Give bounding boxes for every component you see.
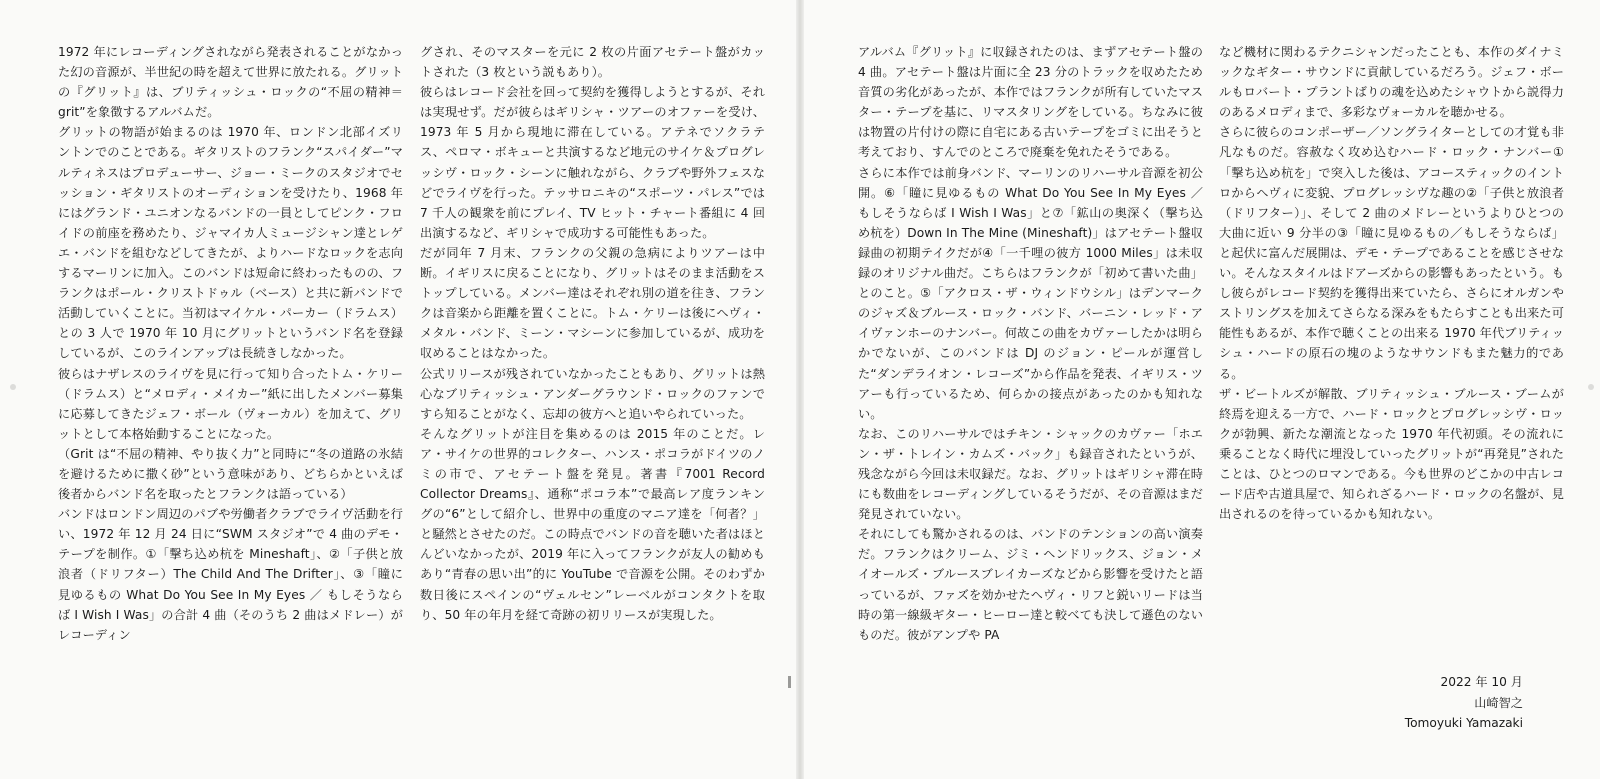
paragraph: 公式リリースが残されていなかったこともあり、グリットは熱心なブリティッシュ・アンダーグラウンド・ロックのファンですら知ることがなく、忘却の彼方へと追いやられていった。 bbox=[420, 366, 765, 421]
paragraph: グリットの物語が始まるのは 1970 年、ロンドン北部イズリントンでのことである。ギタリストのフランク“スパイダー”マルティネスはプロデューサー、ジョー・ミークのスタジオでセッション・ギタリストのオーディションを受けたり、1968 年にはグランド・ユニオンなるバンドの一員としてピンク・フロイドの前座を務めたり、ジャマイカ人ミュージシャン達とレゲエ・バンドを組むなどしてきたが、よりハードなロックを志向するマーリンに加入。このバンドは短命に終わったものの、フランクはポール・クリストドゥル（ベース）と共に新バンドで活動していくことに。当初はマイケル・パーカー（ドラムス）との 3 人で 1970 年 10 月にグリットというバンド名を登録しているが、このラインアップは長続きしなかった。 bbox=[58, 125, 403, 361]
text-column-2 bbox=[420, 42, 765, 625]
paragraph: 1972 年にレコーディングされながら発表されることがなかった幻の音源が、半世紀の時を超えて世界に放たれる。グリットの『グリット』は、ブリティッシュ・ロックの“不屈の精神＝grit”を象徴するアルバムだ。 bbox=[58, 45, 403, 120]
gutter-tick bbox=[788, 676, 791, 688]
paragraph: ザ・ビートルズが解散、ブリティッシュ・ブルース・ブームが終焉を迎える一方で、ハード・ロックとプログレッシヴ・ロックが勃興、新たな潮流となった 1970 年代初頭。その流れに乗ることなく時代に埋没していったグリットが“再発見”されたことは、ひとつのロマンである。今も世界のどこかの中古レコード店や古道具屋で、知られざるハード・ロックの名盤が、見出されるのを待っているかも知れない。 bbox=[1219, 386, 1564, 522]
paragraph: 彼らはナザレスのライヴを見に行って知り合ったトム・ケリー（ドラムス）と“メロディ・メイカー”紙に出したメンバー募集に応募してきたジェフ・ボール（ヴォーカル）を加えて、グリットとして本格始動することになった。 bbox=[58, 366, 403, 441]
paragraph: グされ、そのマスターを元に 2 枚の片面アセテート盤がカットされた（3 枚という説もあり）。 bbox=[420, 45, 765, 80]
paragraph: バンドはロンドン周辺のパブや労働者クラブでライヴ活動を行い、1972 年 12 月 24 日に“SWM スタジオ”で 4 曲のデモ・テープを制作。①「撃ち込め杭を Mineshaft」、②「子供と放浪者（ドリフター）The Child And The Drifter」、③「瞳に見ゆるもの What Do You See In My Eyes ／ もしそうならば I Wish I Was」の合計 4 曲（そのうち 2 曲はメドレー）がレコーディン bbox=[58, 507, 403, 642]
binding-mark-left bbox=[10, 384, 16, 390]
signature-author-en: Tomoyuki Yamazaki bbox=[1404, 716, 1523, 730]
text-column-3 bbox=[858, 42, 1203, 645]
paragraph: そんなグリットが注目を集めるのは 2015 年のことだ。レア・サイケの世界的コレクター、ハンス・ポコラがドイツのノミの市で、アセテート盤を発見。著書『7001 Record Collector Dreams』、通称“ポコラ本”で最高レア度ランキングの“6”として紹介し、世界中の重度のマニア達を「何者？」と騒然とさせたのだ。この時点でバンドの音を聴いた者はほとんどいなかったが、2019 年に入ってフランクが友人の勧めもあり“青春の思い出”的に YouTube で音源を公開。そのわずか数日後にスペインの“ヴェルセン”レーベルがコンタクトを取り、50 年の年月を経て奇跡の初リリースが実現した。 bbox=[420, 426, 765, 622]
signature-author-jp: 山崎智之 bbox=[1474, 695, 1523, 710]
paragraph: （Grit は“不屈の精神、やり抜く力”と同時に“冬の道路の氷結を避けるために撒く砂”という意味があり、どちらかといえば後者からバンド名を取ったとフランクは語っている） bbox=[58, 446, 403, 502]
paragraph: 彼らはレコード会社を回って契約を獲得しようとするが、それは実現せず。だが彼らはギリシャ・ツアーのオファーを受け、1973 年 5 月から現地に滞在している。アテネでソクラテス、ペロマ・ボキューと共演するなど地元のサイケ＆プログレッシヴ・ロック・シーンに触れながら、クラブや野外フェスなどでライヴを行った。テッサロニキの“スポーツ・パレス”では 7 千人の観衆を前にプレイ、TV ヒット・チャート番組に 4 回出演するなど、ギリシャで成功する可能性もあった。 bbox=[420, 85, 765, 240]
paragraph: アルバム『グリット』に収録されたのは、まずアセテート盤の 4 曲。アセテート盤は片面に全 23 分のトラックを収めたため音質の劣化があったが、本作ではフランクが所有していたマスター・テープを基に、リマスタリングをしている。ちなみに彼は物置の片付けの際に自宅にある古いテープをゴミに出そうと考えており、すんでのところで廃棄を免れたそうである。 bbox=[858, 45, 1203, 160]
signature-block bbox=[1405, 672, 1523, 734]
paragraph: なお、このリハーサルではチキン・シャックのカヴァー「ホエン・ザ・トレイン・カムズ・バック」も録音されたというが、残念ながら今回は未収録だ。なお、グリットはギリシャ滞在時にも数曲をレコーディングしているそうだが、その音源はまだ発見されていない。 bbox=[858, 426, 1203, 522]
paragraph: さらに本作では前身バンド、マーリンのリハーサル音源を初公開。⑥「瞳に見ゆるもの What Do You See In My Eyes ／ もしそうならば I Wish I Was」と⑦「鉱山の奥深く（撃ち込め杭を）Down In The Mine (Mineshaft)」はアセテート盤収録曲の初期テイクだが④「一千哩の彼方 1000 Miles」は未収録のオリジナル曲だ。こちらはフランクが「初めて書いた曲」とのこと。⑤「アクロス・ザ・ウィンドウシル」はデンマークのジャズ＆ブルース・ロック・バンド、バーニン・レッド・アイヴァンホーのナンバー。何故この曲をカヴァーしたかは明らかでないが、このバンドは DJ のジョン・ピールが運営した“ダンデライオン・レコーズ”から作品を発表、イギリス・ツアーも行っているため、何らかの接点があったのかも知れない。 bbox=[858, 165, 1203, 421]
paragraph: それにしても驚かされるのは、バンドのテンションの高い演奏だ。フランクはクリーム、ジミ・ヘンドリックス、ジョン・メイオールズ・ブルースブレイカーズなどから影響を受けたと語っているが、ファズを効かせたヘヴィ・リフと鋭いリードは当時の第一線級ギター・ヒーロー達と較べても決して遜色のないものだ。彼がアンプや PA bbox=[858, 527, 1203, 642]
page-gutter bbox=[796, 0, 804, 779]
text-column-1 bbox=[58, 42, 403, 645]
signature-date: 2022 年 10 月 bbox=[1440, 675, 1523, 689]
paragraph: さらに彼らのコンポーザー／ソングライターとしての才覚も非凡なものだ。容赦なく攻め込むハード・ロック・ナンバー①「撃ち込め杭を」で突入した後は、アコースティックのイントロからヘヴィに変貌、プログレッシヴな趣の②「子供と放浪者（ドリフター）」、そして 2 曲のメドレーというよりひとつの大曲に近い 9 分半の③「瞳に見ゆるもの／もしそうならば」と起伏に富んだ展開は、デモ・テープであることを感じさせない。そんなスタイルはドアーズからの影響もあったという。もし彼らがレコード契約を獲得出来ていたら、さらにオルガンやストリングスを加えてさらなる深みをもたらすことも出来た可能性もあるが、本作で聴くことの出来る 1970 年代ブリティッシュ・ハードの原石の塊のようなサウンドもまた魅力的である。 bbox=[1219, 125, 1564, 381]
binding-mark-right bbox=[1588, 384, 1594, 390]
paragraph: など機材に関わるテクニシャンだったことも、本作のダイナミックなギター・サウンドに貢献しているだろう。ジェフ・ボールもロバート・プラントばりの魂を込めたシャウトから説得力のあるメロディまで、多彩なヴォーカルを聴かせる。 bbox=[1219, 45, 1564, 120]
text-column-4 bbox=[1219, 42, 1564, 524]
paragraph: だが同年 7 月末、フランクの父親の急病によりツアーは中断。イギリスに戻ることになり、グリットはそのまま活動をストップしている。メンバー達はそれぞれ別の道を往き、フランクは音楽から距離を置くことに。トム・ケリーは後にヘヴィ・メタル・バンド、ミーン・マシーンに参加しているが、成功を収めることはなかった。 bbox=[420, 245, 765, 361]
